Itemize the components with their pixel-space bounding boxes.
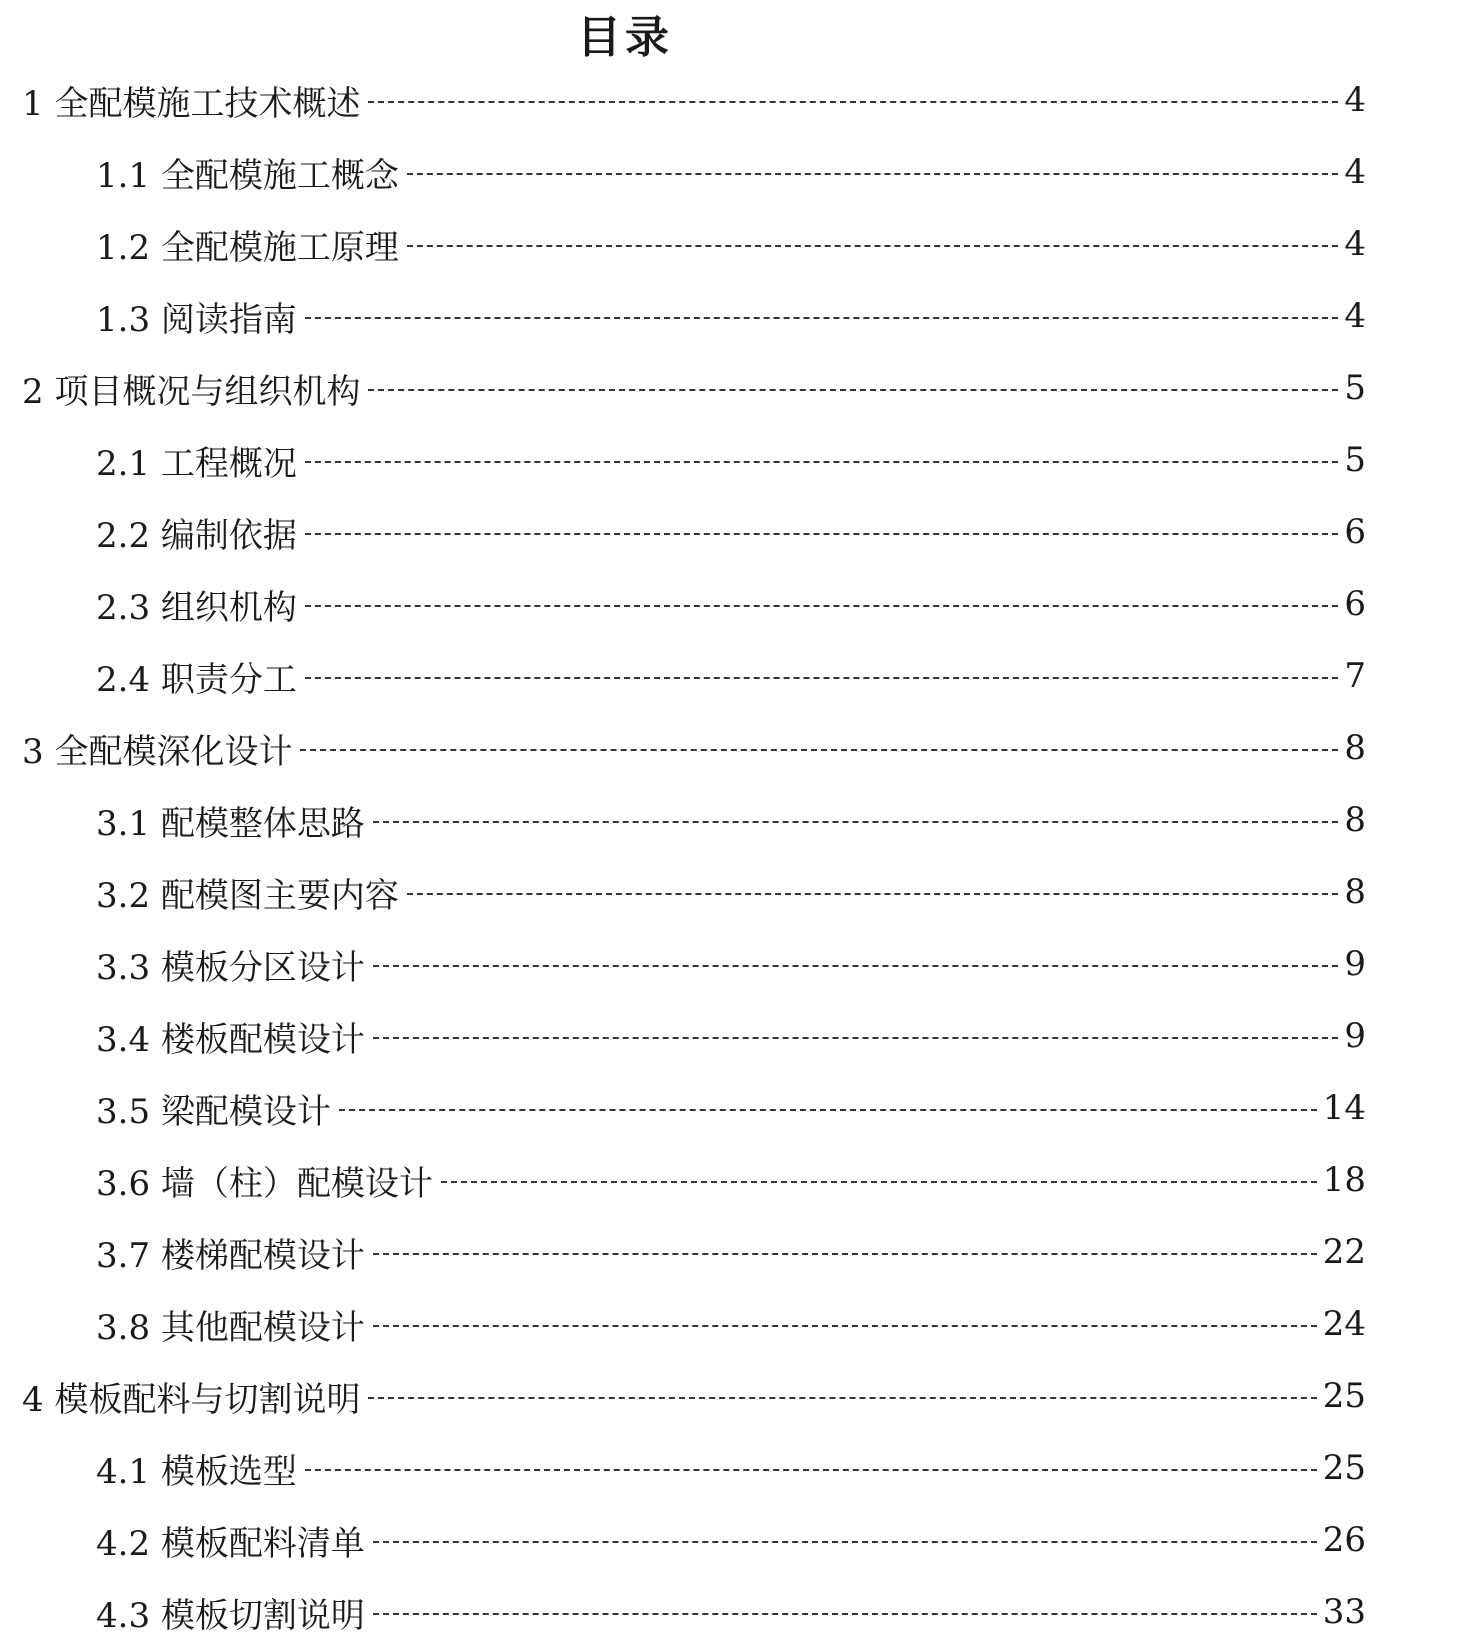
toc-leader-line <box>373 1037 1338 1039</box>
toc-section-entry[interactable] <box>0 856 1470 928</box>
toc-leader-line <box>368 1397 1316 1399</box>
toc-section-entry[interactable] <box>0 1000 1470 1072</box>
toc-entry-label: 2.1 工程概况 <box>96 443 297 484</box>
toc-entry-label: 2.2 编制依据 <box>96 515 297 556</box>
toc-section-entry[interactable] <box>0 1216 1470 1288</box>
toc-leader-line <box>339 1109 1317 1111</box>
toc-entry-label: 1.2 全配模施工原理 <box>96 227 399 268</box>
toc-page-number: 9 <box>1344 944 1366 984</box>
toc-section-entry[interactable] <box>0 208 1470 280</box>
toc-section-entry[interactable] <box>0 1144 1470 1216</box>
toc-page-number: 7 <box>1344 656 1366 696</box>
toc-page-number: 25 <box>1322 1448 1366 1488</box>
toc-page-number: 8 <box>1344 728 1366 768</box>
toc-page-number: 8 <box>1344 800 1366 840</box>
toc-leader-line <box>305 1469 1317 1471</box>
toc-chapter-entry[interactable] <box>0 64 1470 136</box>
toc-section-entry[interactable] <box>0 1504 1470 1576</box>
toc-entry-label: 2.4 职责分工 <box>96 659 297 700</box>
toc-entry-label: 1.1 全配模施工概念 <box>96 155 399 196</box>
toc-page-number: 4 <box>1344 152 1366 192</box>
toc-section-entry[interactable] <box>0 784 1470 856</box>
toc-page-number: 5 <box>1344 440 1366 480</box>
toc-section-entry[interactable] <box>0 424 1470 496</box>
toc-section-entry[interactable] <box>0 280 1470 352</box>
toc-entry-label: 2.3 组织机构 <box>96 587 297 628</box>
toc-entry-label: 4.2 模板配料清单 <box>96 1523 365 1564</box>
toc-section-entry[interactable] <box>0 136 1470 208</box>
toc-entry-label: 4.1 模板选型 <box>96 1451 297 1492</box>
toc-leader-line <box>373 1541 1317 1543</box>
toc-entry-label: 3.7 楼梯配模设计 <box>96 1235 365 1276</box>
toc-list <box>0 64 1470 1648</box>
toc-entry-label: 1 全配模施工技术概述 <box>22 83 361 124</box>
toc-section-entry[interactable] <box>0 928 1470 1000</box>
toc-page-number: 8 <box>1344 872 1366 912</box>
toc-page-number: 6 <box>1344 512 1366 552</box>
toc-entry-label: 3.1 配模整体思路 <box>96 803 365 844</box>
toc-section-entry[interactable] <box>0 1072 1470 1144</box>
toc-leader-line <box>368 389 1338 391</box>
toc-entry-label: 3 全配模深化设计 <box>22 731 293 772</box>
toc-entry-label: 2 项目概况与组织机构 <box>22 371 361 412</box>
toc-page-number: 18 <box>1322 1160 1366 1200</box>
toc-entry-label: 3.8 其他配模设计 <box>96 1307 365 1348</box>
toc-page-number: 4 <box>1344 80 1366 120</box>
toc-leader-line <box>407 245 1338 247</box>
toc-leader-line <box>368 101 1338 103</box>
toc-page-number: 24 <box>1322 1304 1366 1344</box>
toc-entry-label: 3.4 楼板配模设计 <box>96 1019 365 1060</box>
toc-page-number: 4 <box>1344 296 1366 336</box>
toc-entry-label: 3.3 模板分区设计 <box>96 947 365 988</box>
toc-entry-label: 3.5 梁配模设计 <box>96 1091 331 1132</box>
toc-section-entry[interactable] <box>0 496 1470 568</box>
toc-leader-line <box>373 1325 1317 1327</box>
toc-leader-line <box>373 1613 1317 1615</box>
toc-leader-line <box>373 1253 1317 1255</box>
toc-section-entry[interactable] <box>0 1432 1470 1504</box>
toc-page-number: 9 <box>1344 1016 1366 1056</box>
toc-page-number: 25 <box>1322 1376 1366 1416</box>
toc-section-entry[interactable] <box>0 640 1470 712</box>
toc-entry-label: 1.3 阅读指南 <box>96 299 297 340</box>
toc-page-number: 4 <box>1344 224 1366 264</box>
toc-leader-line <box>441 1181 1317 1183</box>
toc-page-number: 33 <box>1322 1592 1366 1632</box>
toc-section-entry[interactable] <box>0 1576 1470 1648</box>
toc-leader-line <box>407 893 1338 895</box>
toc-leader-line <box>300 749 1338 751</box>
toc-entry-label: 4 模板配料与切割说明 <box>22 1379 361 1420</box>
toc-entry-label: 4.3 模板切割说明 <box>96 1595 365 1636</box>
toc-entry-label: 3.2 配模图主要内容 <box>96 875 399 916</box>
toc-entry-label: 3.6 墙（柱）配模设计 <box>96 1163 433 1204</box>
toc-chapter-entry[interactable] <box>0 1360 1470 1432</box>
toc-leader-line <box>407 173 1338 175</box>
toc-page-number: 5 <box>1344 368 1366 408</box>
toc-page-number: 22 <box>1322 1232 1366 1272</box>
toc-leader-line <box>305 533 1338 535</box>
toc-leader-line <box>373 821 1338 823</box>
toc-title: 目录 <box>577 12 673 63</box>
toc-section-entry[interactable] <box>0 1288 1470 1360</box>
toc-leader-line <box>373 965 1338 967</box>
toc-leader-line <box>305 605 1338 607</box>
toc-leader-line <box>305 317 1338 319</box>
toc-leader-line <box>305 677 1338 679</box>
toc-page-number: 6 <box>1344 584 1366 624</box>
toc-chapter-entry[interactable] <box>0 712 1470 784</box>
toc-section-entry[interactable] <box>0 568 1470 640</box>
toc-page-number: 26 <box>1322 1520 1366 1560</box>
toc-page-number: 14 <box>1322 1088 1366 1128</box>
toc-leader-line <box>305 461 1338 463</box>
toc-chapter-entry[interactable] <box>0 352 1470 424</box>
